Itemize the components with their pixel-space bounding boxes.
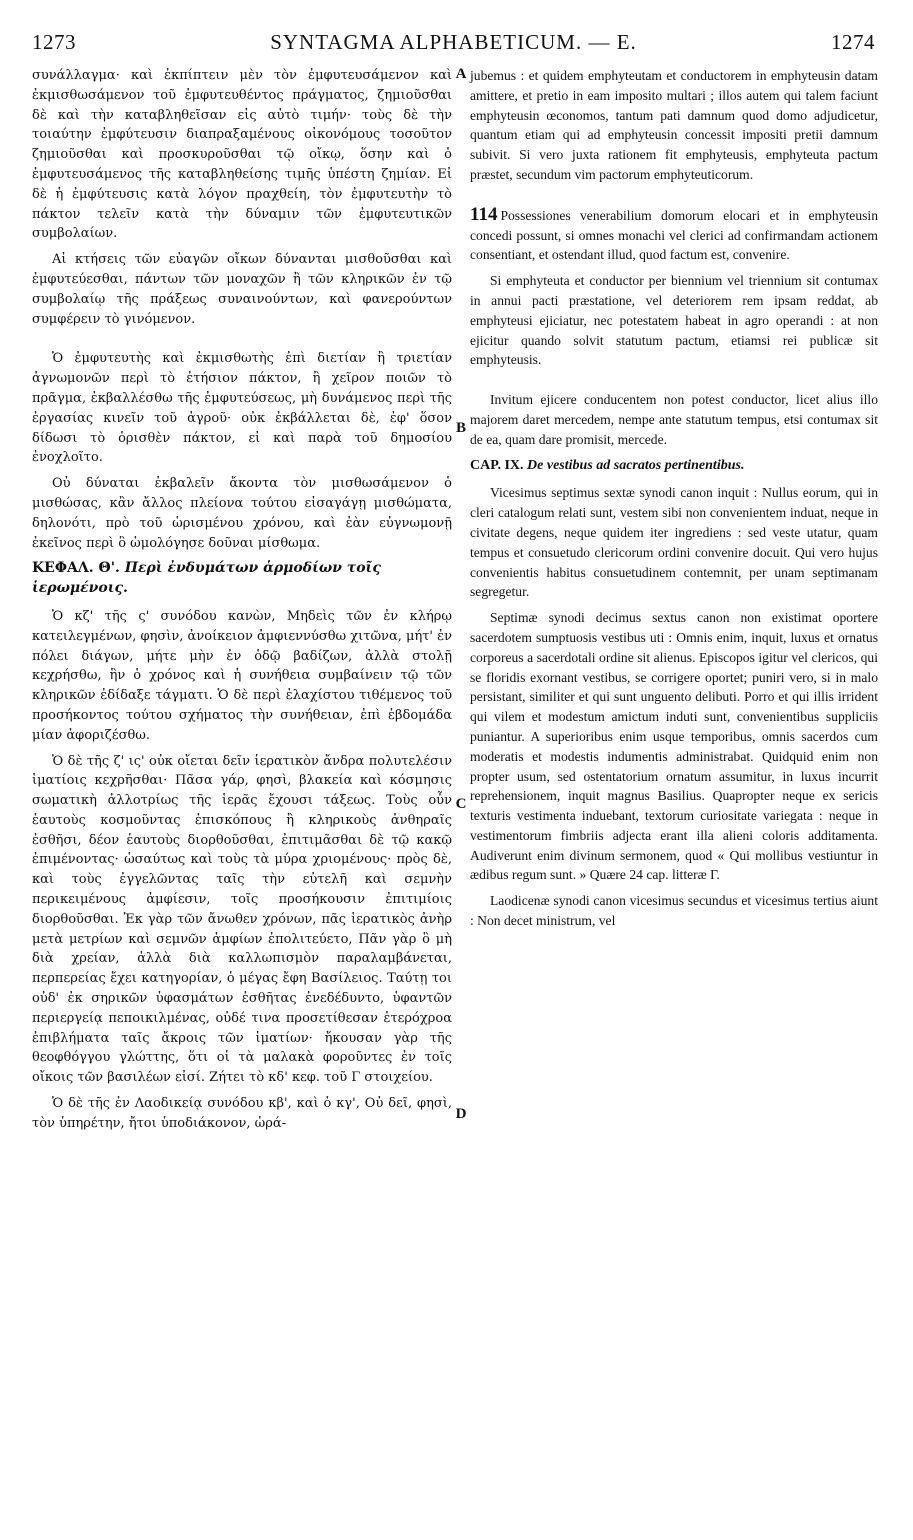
latin-paragraph: jubemus : et quidem emphyteutam et conductorem in emphyteusin datam amittere, et pretio in eam imposito multari ; illos autem qui talem faciunt emphyteusin œconomos, tantum pati damnum quod domo adjudicetur, quantum etiam qui ad emphyteusin concessit impositi pretii damnum subivit. Si vero juxta rationem fit emphyteusis, emphyteuta pactum præstet, secundum vim pactorum emphyteuticorum. <box>470 68 878 182</box>
greek-chapter-title: Περὶ ἐνδυμάτων ἁρμοδίων τοῖς ἱερωμένοις. <box>32 560 381 597</box>
latin-paragraph: Vicesimus septimus sextæ synodi canon inquit : Nullus eorum, qui in cleri catalogum relati sunt, vestem sibi non convenientem induat, neque in civitate degens, neque quidem iter ingrediens : sed veste utatur, quam tempus et consuetudo clericorum ordini convenire docuit. Qui vero hujus convenientis habitus consuetudinem contemnit, per unam septimanam segregetur. <box>470 485 878 600</box>
greek-paragraph: Οὐ δύναται ἐκβαλεῖν ἄκοντα τὸν μισθωσάμενον ὁ μισθώσας, κἂν ἄλλος πλείονα τούτου εἰσαγάγῃ μισθώματα, δηλονότι, πρὸ τοῦ ὡρισμένου χρόνου, καὶ ἐὰν εὐγνωμονῇ ἐκεῖνος περὶ ὃ ὡμολόγησε δοῦναι μίσθωμα. <box>32 476 452 551</box>
section-marker-d: D <box>455 1106 467 1122</box>
greek-chapter-label: ΚΕΦΑΛ. Θ'. <box>32 560 120 577</box>
latin-chapter-label: CAP. IX. <box>470 457 524 473</box>
latin-paragraph: Laodicenæ synodi canon vicesimus secundus et vicesimus tertius aiunt : Non decet ministrum, vel <box>470 893 878 929</box>
greek-paragraph: Ὁ δὲ τῆς ἐν Λαοδικείᾳ συνόδου κβ', καὶ ὁ κγ', Οὐ δεῖ, φησὶ, τὸν ὑπηρέτην, ἤτοι ὑποδιάκονον, ὡρά- <box>32 1096 452 1131</box>
greek-chapter-heading <box>32 559 452 599</box>
section-marker-b: B <box>455 420 466 436</box>
latin-paragraph: Invitum ejicere conducentem non potest conductor, licet alius illo majorem daret mercedem, nempe ante statutum tempus, etsi contumax sit de ea, quam dare promisit, mercede. <box>470 392 878 447</box>
latin-chapter-heading <box>470 456 878 476</box>
latin-paragraph: Si emphyteuta et conductor per biennium vel triennium sit contumax in annui pacti præstatione, vel deteriorem rem ipsam reddat, ab emphyteusi ejiciatur, nec potestatem habeat in agro operandi : at non ejicitur quando solvit statutum pactum, etiamsi rei publicæ sit emphyteusis. <box>470 273 878 368</box>
spacer <box>32 335 452 349</box>
section-marker-c: C <box>455 796 467 812</box>
greek-paragraph: συνάλλαγμα· καὶ ἐκπίπτειν μὲν τὸν ἐμφυτευσάμενον καὶ ἐκμισθωσάμενον τοῦ ἐμφυτευθέντος πράγματος, ζημιοῦσθαι δὲ καὶ τὴν καταβληθεῖσαν εἰς αὐτὸ τιμήν· τοὺς δὲ τὴν τοιαύτην ἐμφύτευσιν διαπραξαμένους οἰκονόμους τοσοῦτον ζημιοῦσθαι καὶ προσκυροῦσθαι τῷ οἴκῳ, ὅσην καὶ ὁ ἐμφυτευσάμενος τῆς καταβληθείσης τιμῆς ὑπέστη ζημίαν. Εἰ δὲ ἡ ἐμφύτευσις κατὰ λόγον πραχθείη, τὸν ἐμφυτευτὴν τὸ πάκτον τελεῖν κατὰ τὴν δύναμιν τῶν ἐμφυτευτικῶν συμβολαίων. <box>32 68 452 242</box>
running-title: SYNTAGMA ALPHABETICUM. — E. <box>270 30 637 54</box>
paragraph-number: 114 <box>470 203 498 225</box>
greek-paragraph: Ὁ κζ' τῆς ς' συνόδου κανὼν, Μηδεὶς τῶν ἐν κλήρῳ κατειλεγμένων, φησὶν, ἀνοίκειον ἀμφιεννύσθω χιτῶνα, μήτ' ἐν πόλει διάγων, μήτε μὴν ἐν ὁδῷ βαδίζων, ἀλλὰ στολῇ κεχρήσθω, ἣν ὁ χρόνος καὶ ἡ συνήθεια συμβαίνειν τῷ τῶν κληρικῶν ἐδίδαξε τάγματι. Ὁ δὲ περὶ ἐλαχίστου τιθέμενος τοῦ προσήκοντος τούτου σχήματος τὴν συνήθειαν, ἐπὶ ἑβδομάδα μίαν ἀφοριζέσθω. <box>32 608 453 743</box>
greek-paragraph: Αἱ κτήσεις τῶν εὐαγῶν οἴκων δύνανται μισθοῦσθαι καὶ ἐμφυτεύεσθαι, πάντων τῶν μοναχῶν ἢ τῶν κληρικῶν ἐν τῷ συμβολαίῳ τῆς πράξεως συναινούντων, καὶ φανερούντων συμφέρειν τὸ γινόμενον. <box>32 252 452 327</box>
left-page-number: 1273 <box>32 30 76 54</box>
spacer <box>470 376 878 390</box>
right-page-number: 1274 <box>831 30 875 54</box>
running-header <box>32 30 875 60</box>
greek-paragraph: Ὁ δὲ τῆς ζ' ις' οὐκ οἴεται δεῖν ἱερατικὸν ἄνδρα πολυτελέσιν ἱματίοις κεχρῆσθαι· Πᾶσα γάρ, φησὶ, βλακεία καὶ κόσμησις σωματικὴ ἀλλοτρίως τῆς ἱερᾶς ἔχουσι τάξεως. Τοὺς οὖν ἑαυτοὺς κοσμοῦντας ἐπισκόπους ἢ κληρικοὺς ἀνθηραῖς ἐσθῆσι, δέον ἑαυτοὺς διορθοῦσθαι, ἐπιτιμᾶσθαι δὲ τῷ κακῷ ἐπιμένοντας· ὡσαύτως καὶ τοὺς τὰ μύρα χριομένους· πρὸς δὲ, καὶ τοὺς ἐγγελῶντας ταῖς τὴν εὐτελῆ καὶ σεμνὴν περικειμένους ἀμφίεσιν, τοῖς προσήκουσιν ἐπιτιμίοις διορθοῦσθαι. Ἐκ γὰρ τῶν ἄνωθεν χρόνων, πᾶς ἱερατικὸς ἀνὴρ μετὰ μετρίων καὶ σεμνῶν ἀμφίων ἐπολιτεύετο, Πᾶν γὰρ ὃ μὴ διὰ χρείαν, ἀλλὰ διὰ καλλωπισμὸν παραλαμβάνεται, περπερείας ἔχει κατηγορίαν, ὁ μέγας ἔφη Βασίλειος. Ταύτῃ τοι οὐδ' ἐκ σηρικῶν ὑφασμάτων ἐσθῆτας ἐνεδέδυντο, ὑφαντῶν περιεργείᾳ πεποικιλμένας, οὐδέ τινα προσετίθεσαν ἑτερόχροα ἐπιβλήματα ταῖς ἄκροις τῶν ἱματίων· ἤκουσαν γὰρ τῆς θεοφθόγγου γλώττης, ὅτι οἱ τὰ μαλακὰ φοροῦντες ἐν τοῖς οἴκοις τῶν βασιλέων εἰσί. Ζήτει τὸ κδ' κεφ. τοῦ Γ στοιχείου. <box>32 753 452 1086</box>
latin-paragraph-numbered <box>470 205 878 265</box>
latin-paragraph: Septimæ synodi decimus sextus canon non existimat oportere sacerdotem sumptuosis vestibus uti : Omnis enim, inquit, luxus et ornatus corporeus a sacerdotali ordine sit alienus. Episcopos igitur vel clericos, qui se floridis exornant vestibus, se corrigere oportet; puniri vero, si in malo persistant, similiter et qui sunt unguento delibuti. Porro et qui illis irrident qui vilem et modestum amictum induti sunt, convenientibus suppliciis puniantur. A superioribus enim usque temporibus, omnis sacerdos cum moderatis et modestis indumentis administrabat. Quidquid enim non propter usum, sed ostentatorium ornatum assumitur, in luxus incurrit reprehensionem, inquit magnus Basilius. Quapropter neque ex sericis texturis vestimenta induebant, textorum curiositate variegata : neque in vestimentorum fimbriis adjecta erant illa alieni coloris additamenta. Audiverunt enim divinum sermonem, quod « Qui mollibus vestiuntur in ædibus regum sunt. » Quære 24 cap. litteræ Γ. <box>470 610 878 883</box>
greek-column <box>32 66 452 1530</box>
latin-paragraph-text: Possessiones venerabilium domorum elocari et in emphyteusin concedi possunt, si omnes monachi vel clerici ad confirmandam actionem consentiant, et ostendant illud, quod factum est, convenire. <box>470 207 878 263</box>
latin-column <box>470 66 878 1530</box>
latin-chapter-title: De vestibus ad sacratos pertinentibus. <box>527 457 745 473</box>
greek-paragraph: Ὁ ἐμφυτευτὴς καὶ ἐκμισθωτὴς ἐπὶ διετίαν ἢ τριετίαν ἀγνωμονῶν περὶ τὸ ἐτήσιον πάκτον, ἢ χεῖρον ποιῶν τὸ πρᾶγμα, ἐκβαλλέσθω τῆς ἐμφυτεύσεως, μὴ δυνάμενος περὶ τῆς ἐργασίας κινεῖν τοῦ ἀγροῦ· οὐκ ἐκβάλλεται δὲ, ἐφ' ὅσον δίδωσι τὸ ὁρισθὲν πάκτον, εἰ καὶ παρὰ τοῦ δημοσίου ἐνοχλοῖτο. <box>32 351 452 466</box>
section-marker-a: A <box>455 66 467 82</box>
spacer <box>470 191 878 205</box>
